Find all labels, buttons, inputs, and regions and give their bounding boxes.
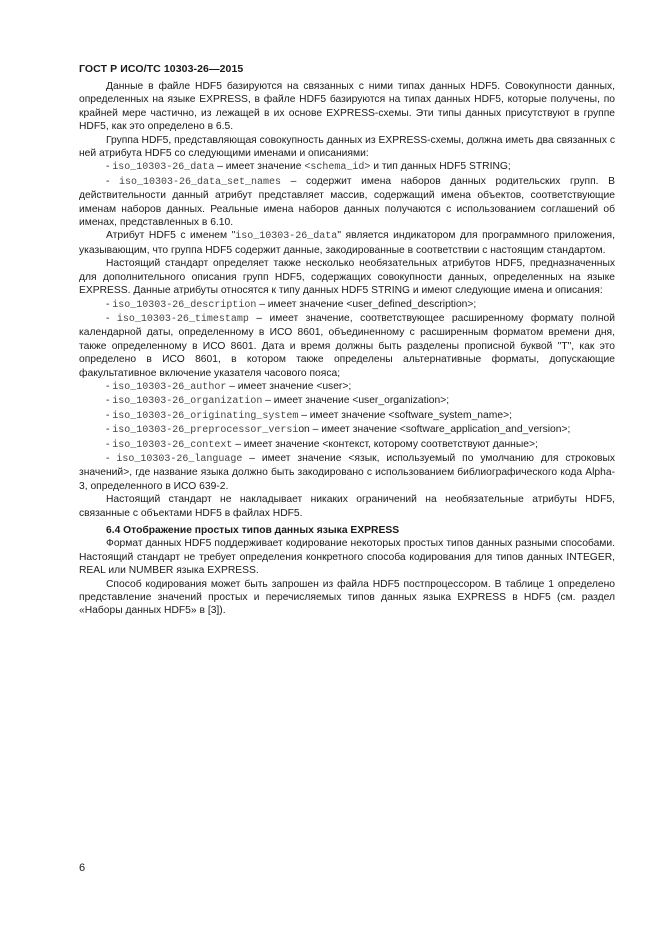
paragraph-3: Атрибут HDF5 с именем "iso_10303-26_data" является индикатором для программного приложения, указывающим, что группа HDF5 содержит данные, закодированные в соответствии с настоящим стандартом. — [79, 230, 615, 256]
code-term: iso_10303-26_data — [112, 162, 215, 174]
list-item-preprocessor-version: - iso_10303-26_preprocessor_version – имеет значение <software_application_and_version>; — [106, 424, 571, 437]
document-body — [79, 80, 615, 618]
section-title: 6.4 Отображение простых типов данных языка EXPRESS — [106, 525, 400, 536]
list-item-timestamp: - iso_10303-26_timestamp – имеет значение, соответствующее расширенному формату полной календарной даты, определенному в ИСО 8601, объединенному с расширенным форматом времени дня, также определенному в ИСО 8601. Дата и время должны быть разделены прописной буквой "Т", как это определено в ИСО 8601, в котором также определены альтернативные форматы, допускающие факультативное включение указателя часового пояса; — [79, 312, 615, 379]
paragraph-6: Формат данных HDF5 поддерживает кодирование некоторых простых типов данных разными способами. Настоящий стандарт не требует определения конкретного способа кодирования для типов данных INTEGER, REAL или NUMBER языка EXPRESS. — [79, 538, 615, 577]
paragraph-1: Данные в файле HDF5 базируются на связанных с ними типах данных HDF5. Совокупности данных, определенных на языке EXPRESS, в файле HDF5 базируются на типах данных HDF5, которые получены, по крайней мере частично, из лежащей в их основе EXPRESS-схемы. Эти типы данных присутствуют в группе HDF5, как это определено в 6.5. — [79, 81, 615, 133]
list-item-language: - iso_10303-26_language – имеет значение <язык, используемый по умолчанию для строковых значений>, где название языка должно быть закодировано с использованием библиографического кода Alpha-3, определенного в ИСО 639-2. — [79, 452, 615, 492]
list-item-organization: - iso_10303-26_organization – имеет значение <user_organization>; — [106, 395, 450, 408]
paragraph-2: Группа HDF5, представляющая совокупность данных из EXPRESS-схемы, должна иметь два связанных с ней атрибута HDF5 со следующими именами и описаниями: — [79, 134, 615, 160]
list-item-originating-system: - iso_10303-26_originating_system – имеет значение <software_system_name>; — [106, 409, 512, 422]
list-item-data: - iso_10303-26_data – имеет значение <schema_id> и тип данных HDF5 STRING; — [106, 161, 511, 174]
list-item-context: - iso_10303-26_context – имеет значение <контекст, которому соответствуют данные>; — [106, 438, 538, 451]
list-item-description: - iso_10303-26_description – имеет значение <user_defined_description>; — [106, 298, 477, 311]
page-number: 6 — [79, 862, 86, 874]
list-item-author: - iso_10303-26_author – имеет значение <user>; — [106, 380, 352, 393]
list-item-data-set-names: - iso_10303-26_data_set_names – содержит имена наборов данных родительских групп. В действительности данный атрибут представляет массив, содержащий имена объектов, соответствующие именам наборов данных. Реальные имена наборов данных получаются с использованием соглашений об именах, представленных в 6.10. — [79, 175, 616, 229]
paragraph-4: Настоящий стандарт определяет также несколько необязательных атрибутов HDF5, предназначенных для дополнительного описания групп HDF5, содержащих совокупности данных, определенных на языке EXPRESS. Данные атрибуты относятся к типу данных HDF5 STRING и имеют следующие имена и описания: — [79, 258, 615, 297]
code-term: iso_10303-26_data_set_names — [119, 176, 282, 188]
paragraph-5: Настоящий стандарт не накладывает никаких ограничений на необязательные атрибуты HDF5, связанные с объектами HDF5 в файлах HDF5. — [79, 494, 615, 519]
document-header: ГОСТ Р ИСО/ТС 10303-26—2015 — [79, 63, 244, 75]
paragraph-7: Способ кодирования может быть запрошен из файла HDF5 постпроцессором. В таблице 1 определено представление значений простых и перечисляемых типов данных языка EXPRESS в HDF5 (см. раздел «Наборы данных HDF5» в [3]). — [79, 578, 615, 617]
